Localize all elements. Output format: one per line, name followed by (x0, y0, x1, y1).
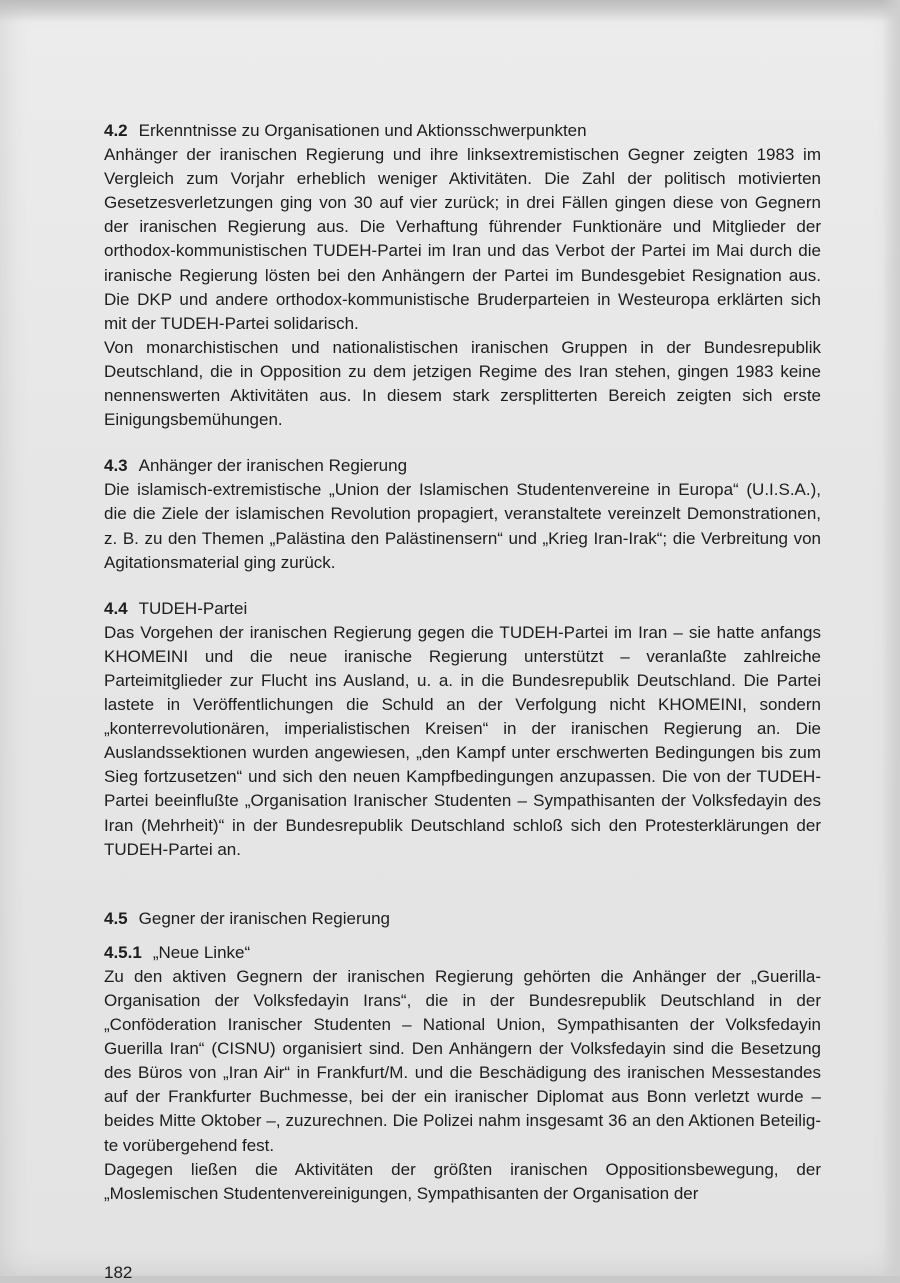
paragraph: Das Vorgehen der iranischen Regierung gegen die TUDEH-Partei im Iran – sie hatte anfangs KHOMEINI und die neue iranische Regierung unterstützt – veranlaßte zahlreiche Parteimitglieder zur Flucht ins Ausland, u. a. in die Bundesrepublik Deutschland. Die Partei lastete in Veröffentlichungen die Schuld an der Verfolgung nicht KHOMEINI, sondern „konterrevolutionären, imperialistischen Kreisen“ in der iranischen Regierung an. Die Auslandssektionen wurden angewiesen, „den Kampf unter erschwerten Bedingungen bis zum Sieg fortzusetzen“ und sich den neuen Kampfbedingungen anzupassen. Die von der TUDEH-Partei beeinflußte „Organisation Iranischer Studenten – Sympathisanten der Volksfedayin des Iran (Mehrheit)“ in der Bundesrepublik Deutschland schloß sich den Protesterklärungen der TUDEH-Partei an. (104, 622, 821, 859)
section-heading-4-5-1 (104, 941, 821, 965)
document-body (104, 119, 821, 1206)
paragraph: Von monarchistischen und nationalistischen iranischen Gruppen in der Bundesrepublik Deutschland, die in Opposition zu dem jetzigen Regime des Iran stehen, gingen 1983 keine nennenswerten Aktivitäten aus. In diesem stark zersplitterten Bereich zeigten sich erste Einigungsbemühungen. (104, 337, 821, 430)
section-title: „Neue Linke“ (152, 942, 251, 962)
paragraph: Dagegen ließen die Aktivitäten der größten iranischen Oppositionsbewegung, der „Moslemischen Studentenvereinigungen, Sympathisanten der Organisation der (104, 1159, 821, 1203)
paragraph: Anhänger der iranischen Regierung und ihre linksextremistischen Gegner zeigten 1983 im Vergleich zum Vorjahr erheblich weniger Aktivitäten. Die Zahl der politisch motivierten Gesetzesverletzungen ging von 30 auf vier zurück; in drei Fällen gingen diese von Gegnern der iranischen Regierung aus. Die Verhaftung führender Funktionäre und Mitglieder der orthodox-kommunistischen TUDEH-Partei im Iran und das Verbot der Partei im Mai durch die iranische Regierung lösten bei den Anhängern der Partei im Bundesgebiet Resignation aus. Die DKP und andere orthodox-kommunistische Bruderparteien in Westeuropa erklärten sich mit der TUDEH-Partei solidarisch. (104, 145, 821, 333)
section-title: TUDEH-Partei (138, 598, 248, 618)
section-heading-4-5 (104, 907, 821, 931)
paragraph: Die islamisch-extremistische „Union der Islamischen Studentenvereine in Europa“ (U.I.S.A.), die die Ziele der islamischen Revolution propagiert, veranstaltete vereinzelt Demonstrationen, z. B. zu den Themen „Palästina den Palästinensern“ und „Krieg Iran-Irak“; die Verbreitung von Agitationsmaterial ging zurück. (104, 480, 821, 572)
section-number: 4.5 (104, 908, 128, 928)
section-number: 4.5.1 (104, 942, 142, 962)
section-number: 4.3 (104, 456, 128, 476)
section-title: Gegner der iranischen Regierung (138, 908, 391, 928)
paragraph: Zu den aktiven Gegnern der iranischen Regierung gehörten die Anhänger der „Guerilla-Organisation der Volksfedayin Irans“, die in der Bundesrepublik Deutschland in der „Conföderation Iranischer Studenten – National Union, Sympathisanten der Volksfedayin Guerilla Iran“ (CISNU) organisiert sind. Den Anhängern der Volksfedayin sind die Besetzung des Büros von „Iran Air“ in Frankfurt/M. und die Beschädigung des iranischen Messestandes auf der Frankfurter Buchmesse, bei der ein iranischer Diplomat aus Bonn verletzt wurde – beides Mitte Oktober –, zuzurechnen. Die Polizei nahm insgesamt 36 an den Aktionen Beteiligte vorübergehend fest. (104, 966, 821, 1155)
page-number: 182 (104, 1263, 133, 1282)
section-title: Erkenntnisse zu Organisationen und Aktionsschwerpunkten (138, 121, 587, 140)
section-heading-4-4 (104, 597, 821, 621)
section-heading-4-2 (104, 119, 821, 143)
section-heading-4-3 (104, 454, 821, 478)
section-title: Anhänger der iranischen Regierung (138, 456, 408, 476)
section-number: 4.2 (104, 121, 128, 140)
section-number: 4.4 (104, 598, 128, 618)
